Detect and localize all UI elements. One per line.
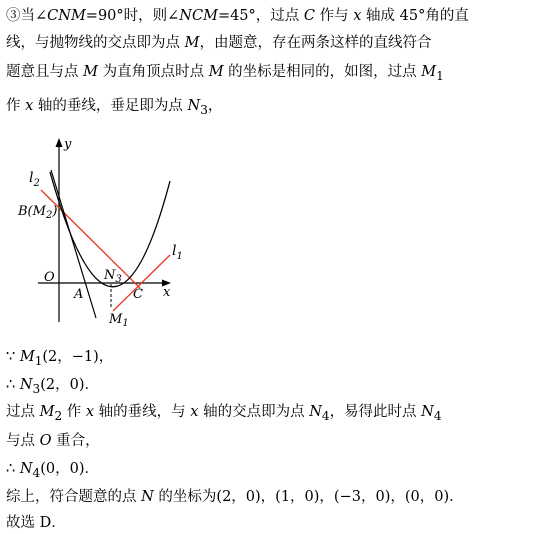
math-var: M [83,64,98,80]
math-var: NCM [179,8,218,24]
math-sub: 4 [32,465,41,480]
math-var: x [25,98,34,114]
math-var: N [19,377,33,393]
math-var: x [353,8,362,24]
math-var: N [187,98,201,114]
text-seg: 轴的垂线，垂足即为点 [33,98,188,114]
math-var: N [141,489,154,505]
math-var: M [39,404,55,420]
label-M1: $M_1$ [109,312,129,329]
text-seg: 的坐标是相同的，如图，过点 [223,64,422,80]
text-seg: 故选 D． [6,515,66,531]
label-l1: $l_1$ [172,243,183,262]
text-seg: =45°，过点 [217,8,304,24]
text-seg: =90°时，则∠ [85,8,180,24]
math-var: N [309,404,322,420]
text-line-5 [6,347,113,371]
text-seg: 作与 [315,8,354,24]
text-line-7 [6,402,442,426]
text-seg: 综上，符合题意的点 [6,489,142,505]
text-seg: (0，0)． [40,461,99,477]
text-seg: ∵ [6,349,20,365]
text-seg: 作 [62,404,86,420]
text-line-11 [6,513,66,533]
text-seg: 题意且与点 [6,64,84,80]
label-x: x [163,285,171,300]
label-N3: $N_3$ [104,268,122,285]
text-seg: 轴成 45°角的直 [361,8,469,24]
label-B: $B(M_2)$ [18,204,58,221]
text-seg: (2，0)． [40,377,99,393]
math-sub: 3 [32,381,41,396]
text-line-8 [6,431,100,451]
label-y: y [64,137,72,152]
text-line-2 [6,33,431,53]
label-A: A [74,287,84,302]
math-sub: 3 [200,102,208,117]
text-seg: ∴ [6,461,20,477]
parabola-figure [0,130,210,335]
text-seg: 重合， [51,433,100,449]
math-var: x [85,404,95,420]
math-sub: 1 [436,68,444,83]
math-var: O [39,433,52,449]
math-sub: 2 [54,408,63,423]
text-line-10 [6,487,464,507]
text-line-4 [6,96,222,120]
text-seg: 轴的交点即为点 [198,404,310,420]
math-var: x [190,404,199,420]
text-seg: ，易得此时点 [329,404,422,420]
text-seg: 的坐标为(2，0)，(1，0)，(−3，0)，(0，0)． [153,489,464,505]
text-seg: 作 [6,98,26,114]
text-line-9 [6,459,99,483]
math-sub: 4 [321,408,330,423]
text-seg: ，由题意，存在两条这样的直线符合 [199,35,432,51]
math-var: M [208,64,224,80]
text-seg: 与点 [6,433,40,449]
text-line-3 [6,62,444,86]
math-var: C [303,8,316,24]
text-seg: 线，与抛物线的交点即为点 [6,35,185,51]
text-line-6 [6,375,99,399]
text-seg: (2，−1)， [42,349,114,365]
text-seg: ∴ [6,377,20,393]
label-C: C [133,287,143,302]
label-O: O [44,270,55,285]
text-seg: 为直角顶点时点 [97,64,209,80]
text-seg: 轴的垂线，与 [94,404,191,420]
math-var: M [19,349,35,365]
math-var: CNM [47,8,86,24]
text-seg: ③当∠ [6,8,48,24]
math-sub: 4 [433,408,442,423]
math-var: M [421,64,437,80]
text-seg: 过点 [6,404,40,420]
math-var: N [421,404,434,420]
text-line-1 [6,6,469,26]
math-sub: 1 [34,353,43,368]
math-var: N [19,461,33,477]
text-seg: ， [207,98,223,114]
math-var: M [184,35,200,51]
y-axis-arrow [56,138,63,147]
label-l2: $l_2$ [29,170,40,189]
